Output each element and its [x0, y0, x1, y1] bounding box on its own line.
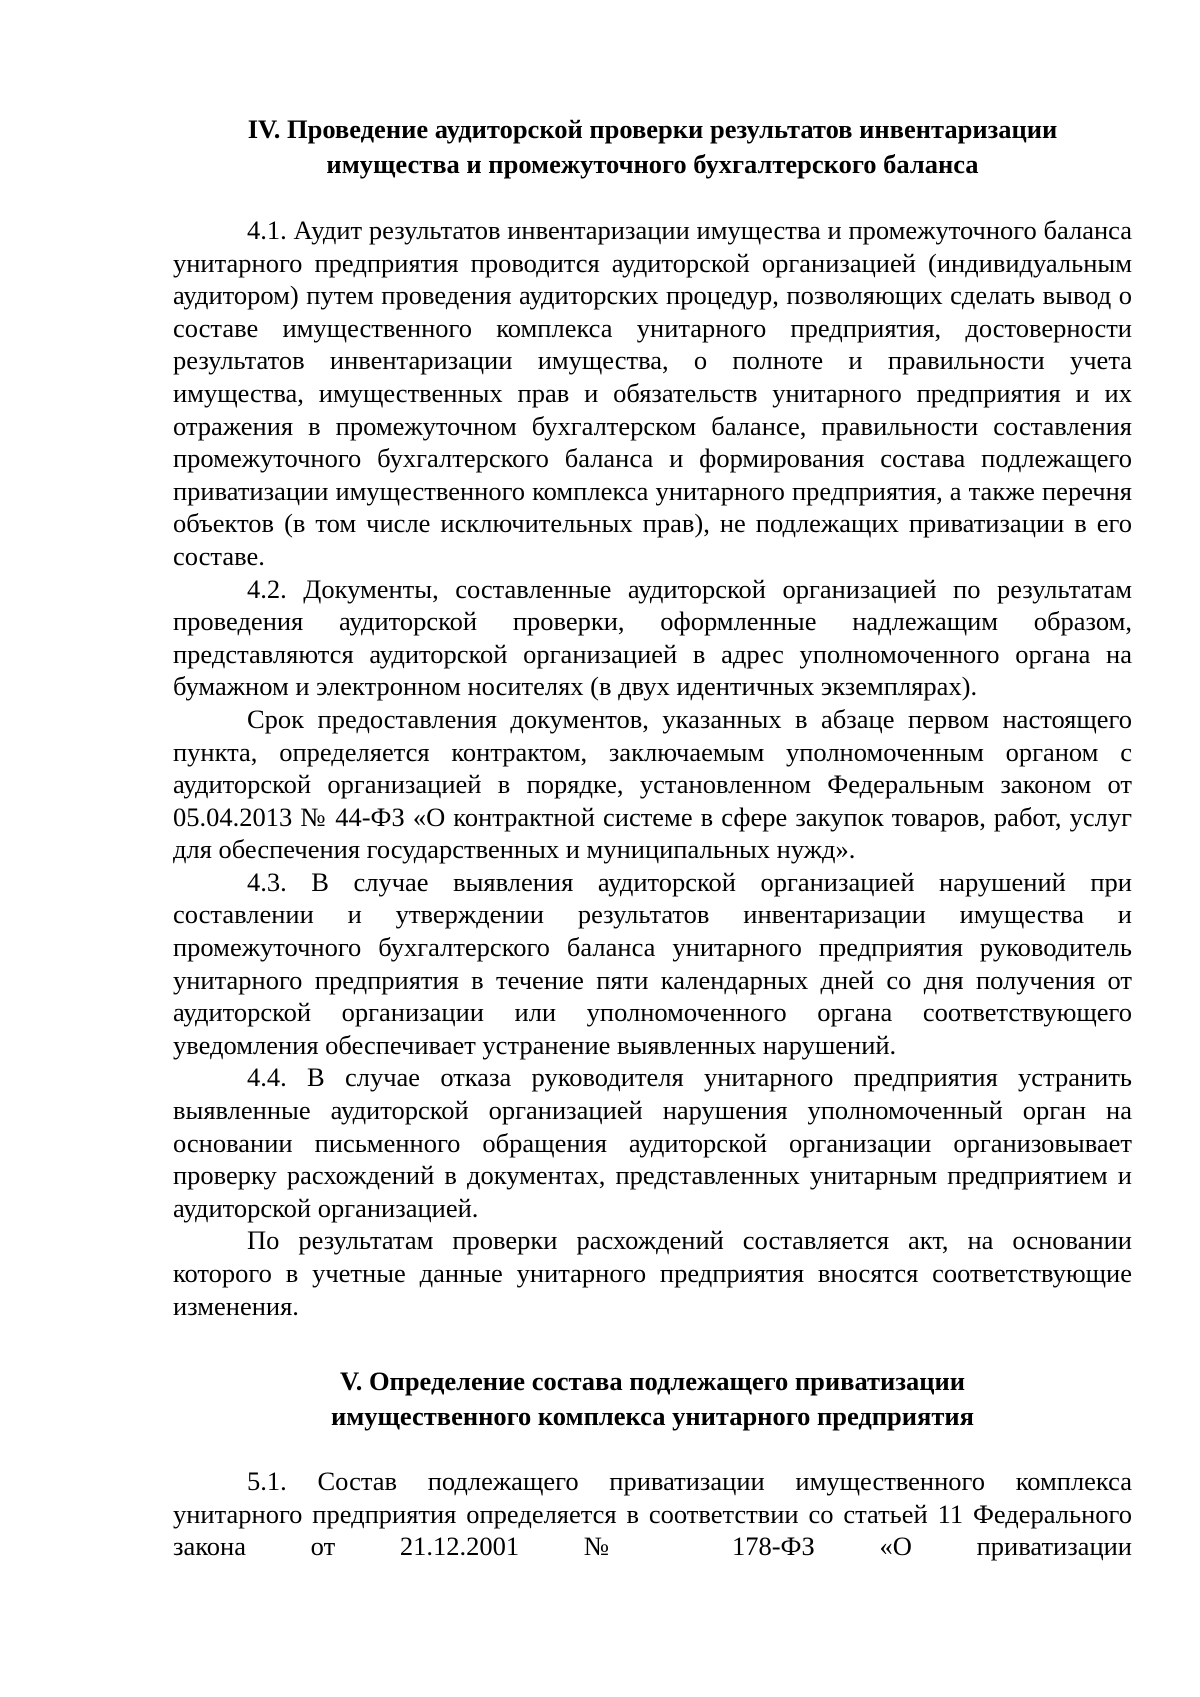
- section-4-title-line-2: имущества и промежуточного бухгалтерского баланса: [326, 149, 979, 179]
- paragraph-4-4-act: По результатам проверки расхождений составляется акт, на основании которого в учетные данные унитарного предприятия вносятся соответствующие изменения.: [173, 1225, 1132, 1321]
- spacer: [173, 1434, 1132, 1465]
- paragraph-4-3: 4.3. В случае выявления аудиторской организацией нарушений при составлении и утверждении результатов инвентаризации имущества и промежуточного бухгалтерского баланса унитарного предприятия руководитель унитарного предприятия в течение пяти календарных дней со дня получения от аудиторской организации или уполномоченного органа соответствующего уведомления обеспечивает устранение выявленных нарушений.: [173, 866, 1132, 1060]
- paragraph-4-1: 4.1. Аудит результатов инвентаризации имущества и промежуточного баланса унитарного предприятия проводится аудиторской организацией (индивидуальным аудитором) путем проведения аудиторских процедур, позволяющих сделать вывод о составе имущественного комплекса унитарного предприятия, достоверности результатов инвентаризации имущества, о полноте и правильности учета имущества, имущественных прав и обязательств унитарного предприятия и их отражения в промежуточном бухгалтерском балансе, правильности составления промежуточного бухгалтерского баланса и формирования состава подлежащего приватизации имущественного комплекса унитарного предприятия, а также перечня объектов (в том числе исключительных прав), не подлежащих приватизации в его составе.: [173, 215, 1132, 571]
- section-5-title-line-1: V. Определение состава подлежащего приватизации: [339, 1366, 966, 1397]
- section-5-title-line-2: имущественного комплекса унитарного предприятия: [330, 1401, 975, 1432]
- spacer: [173, 182, 1132, 214]
- paragraph-4-2: 4.2. Документы, составленные аудиторской организацией по результатам проведения аудиторской проверки, оформленные надлежащим образом, представляются аудиторской организацией в адрес уполномоченного органа на бумажном и электронном носителях (в двух идентичных экземплярах).: [173, 573, 1132, 702]
- spacer: [173, 1322, 1132, 1364]
- section-4-title: [173, 112, 1132, 182]
- section-4-title-line-1: IV. Проведение аудиторской проверки результатов инвентаризации: [247, 114, 1058, 144]
- paragraph-5-1: 5.1. Состав подлежащего приватизации имущественного комплекса унитарного предприятия определяется в соответствии со статьей 11 Федерального закона от 21.12.2001 № 178-ФЗ «О приватизации: [173, 1466, 1132, 1562]
- paragraph-4-2-deadline: Срок предоставления документов, указанных в абзаце первом настоящего пункта, определяется контрактом, заключаемым уполномоченным органом с аудиторской организацией в порядке, установленном Федеральным законом от 05.04.2013 № 44-ФЗ «О контрактной системе в сфере закупок товаров, работ, услуг для обеспечения государственных и муниципальных нужд».: [173, 703, 1132, 865]
- paragraph-4-4: 4.4. В случае отказа руководителя унитарного предприятия устранить выявленные аудиторской организацией нарушения уполномоченный орган на основании письменного обращения аудиторской организации организовывает проверку расхождений в документах, представленных унитарным предприятием и аудиторской организацией.: [173, 1062, 1132, 1223]
- section-5-title: [173, 1364, 1132, 1434]
